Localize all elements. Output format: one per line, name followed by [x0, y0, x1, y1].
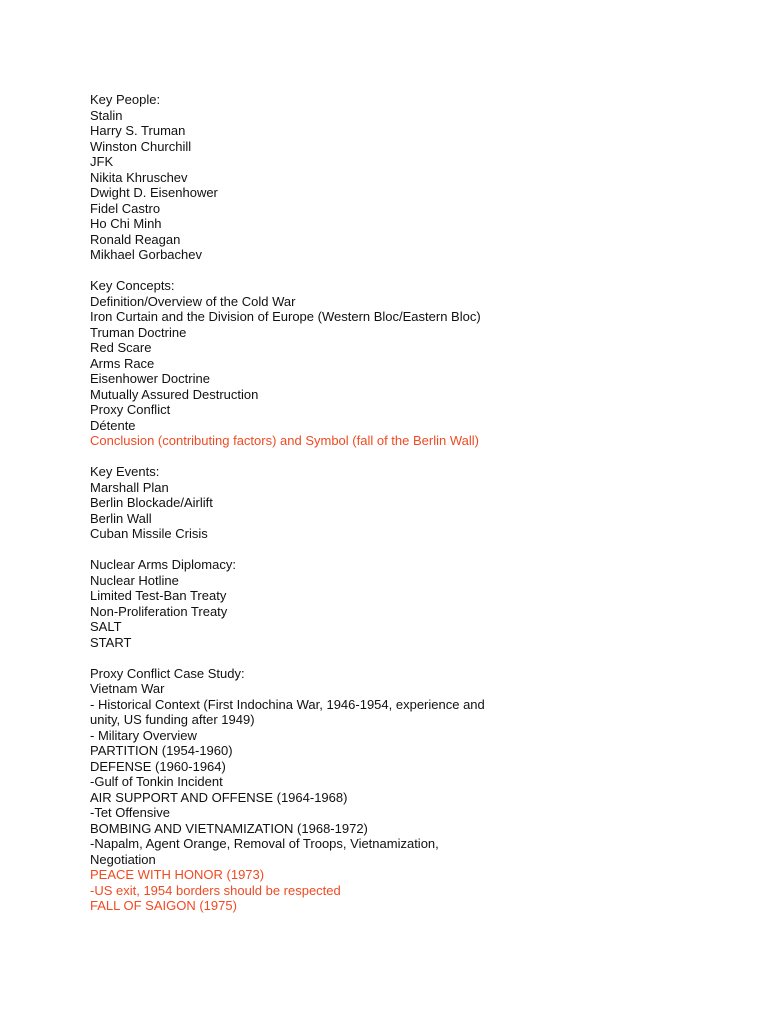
- list-item: Winston Churchill: [90, 138, 192, 154]
- section-proxy-conflict-case-study: [90, 666, 730, 914]
- list-item: Mutually Assured Destruction: [90, 386, 259, 402]
- list-item: PEACE WITH HONOR (1973): [90, 867, 265, 882]
- list-item: Truman Doctrine: [90, 324, 187, 340]
- list-item: Nikita Khruschev: [90, 169, 188, 185]
- list-item: PARTITION (1954-1960): [90, 743, 233, 758]
- list-item: Nuclear Hotline: [90, 572, 179, 588]
- section-heading: Key Concepts:: [90, 278, 175, 293]
- list-item: Definition/Overview of the Cold War: [90, 293, 296, 309]
- list-item: Red Scare: [90, 340, 152, 355]
- section-heading: Proxy Conflict Case Study:: [90, 665, 245, 681]
- section-key-events: [90, 464, 730, 542]
- list-item: Ronald Reagan: [90, 231, 181, 247]
- list-item: Conclusion (contributing factors) and Symbol (fall of the Berlin Wall): [90, 433, 479, 448]
- list-item: FALL OF SAIGON (1975): [90, 898, 237, 913]
- list-item: Mikhael Gorbachev: [90, 247, 202, 262]
- list-item: SALT: [90, 619, 122, 634]
- list-item: BOMBING AND VIETNAMIZATION (1968-1972): [90, 820, 368, 836]
- list-item: Berlin Blockade/Airlift: [90, 495, 213, 510]
- list-item: Arms Race: [90, 355, 155, 371]
- list-item: Cuban Missile Crisis: [90, 526, 208, 541]
- list-item: Stalin: [90, 107, 123, 123]
- list-item: - Military Overview: [90, 727, 197, 743]
- list-item: unity, US funding after 1949): [90, 712, 255, 727]
- list-item: Détente: [90, 417, 136, 433]
- list-item: -Gulf of Tonkin Incident: [90, 774, 223, 789]
- section-heading: Key People:: [90, 92, 161, 107]
- list-item: -US exit, 1954 borders should be respected: [90, 882, 341, 898]
- list-item: - Historical Context (First Indochina War, 1946-1954, experience and: [90, 696, 485, 712]
- section-heading: Nuclear Arms Diplomacy:: [90, 557, 236, 572]
- list-item: AIR SUPPORT AND OFFENSE (1964-1968): [90, 789, 348, 805]
- list-item: Vietnam War: [90, 681, 165, 696]
- list-item: -Napalm, Agent Orange, Removal of Troops, Vietnamization,: [90, 836, 439, 851]
- list-item: Dwight D. Eisenhower: [90, 185, 218, 200]
- list-item: Non-Proliferation Treaty: [90, 603, 228, 619]
- document-body: [90, 92, 730, 914]
- list-item: DEFENSE (1960-1964): [90, 758, 226, 774]
- list-item: Ho Chi Minh: [90, 216, 162, 231]
- list-item: Proxy Conflict: [90, 402, 171, 417]
- list-item: Harry S. Truman: [90, 123, 186, 138]
- section-heading: Key Events:: [90, 464, 160, 479]
- list-item: Iron Curtain and the Division of Europe (Western Bloc/Eastern Bloc): [90, 309, 481, 324]
- list-item: START: [90, 634, 132, 650]
- list-item: Marshall Plan: [90, 479, 169, 495]
- list-item: Eisenhower Doctrine: [90, 371, 210, 386]
- section-key-concepts: [90, 278, 730, 449]
- list-item: JFK: [90, 154, 114, 169]
- list-item: Berlin Wall: [90, 510, 152, 526]
- list-item: Negotiation: [90, 851, 156, 867]
- section-key-people: [90, 92, 730, 263]
- list-item: Fidel Castro: [90, 200, 161, 216]
- list-item: Limited Test-Ban Treaty: [90, 588, 227, 603]
- list-item: -Tet Offensive: [90, 805, 170, 820]
- section-nuclear-arms-diplomacy: [90, 557, 730, 650]
